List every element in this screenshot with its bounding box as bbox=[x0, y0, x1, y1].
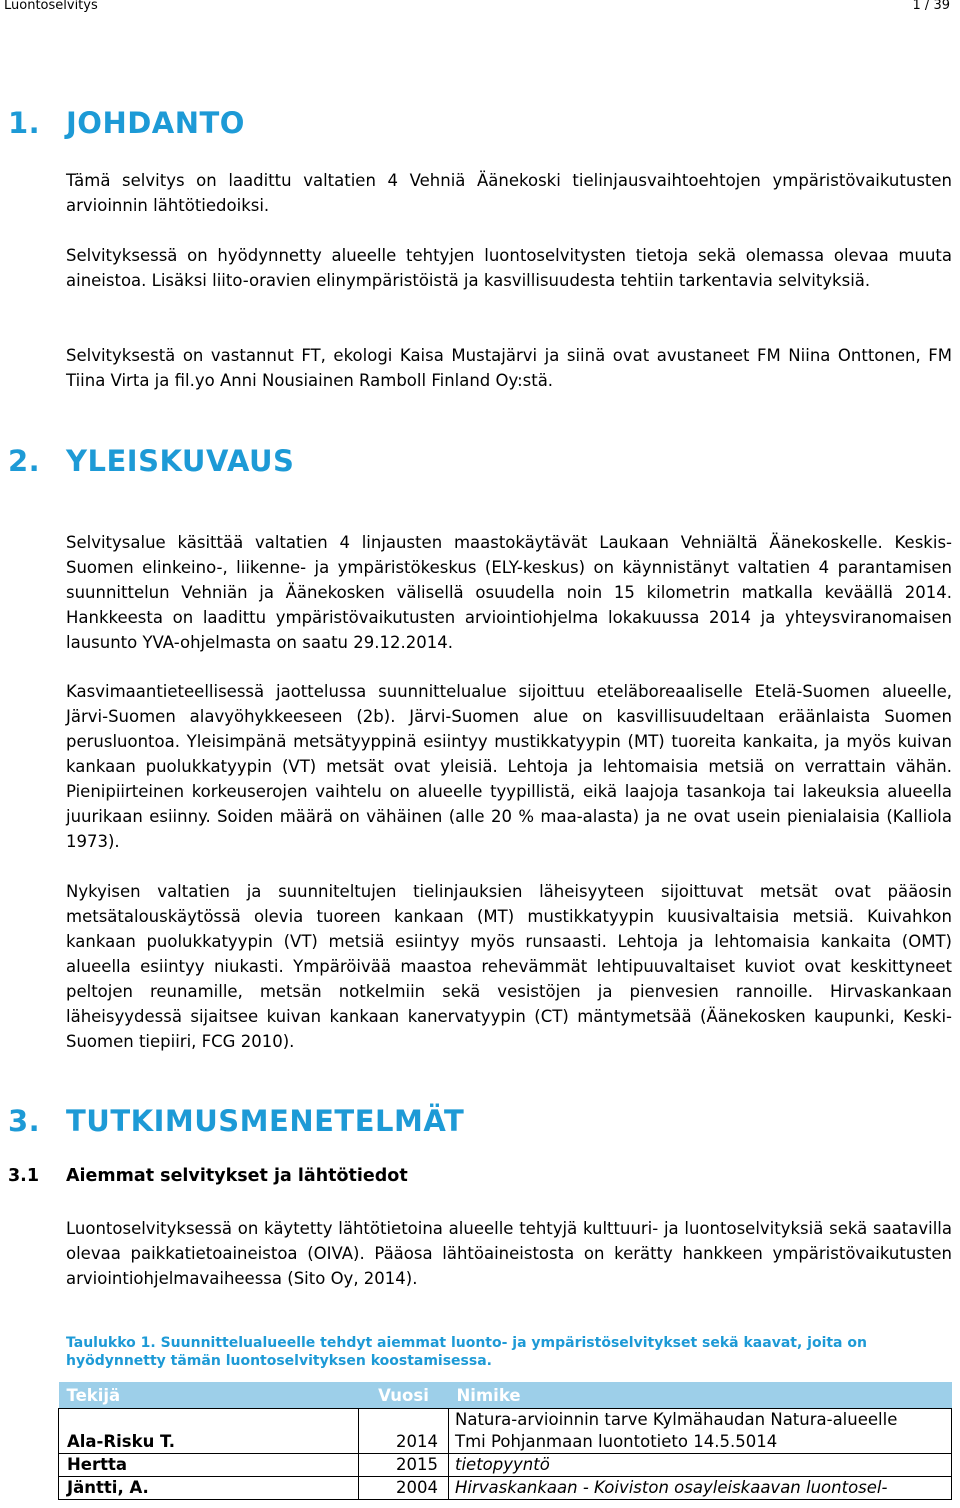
cell-year: 2004 bbox=[359, 1477, 449, 1500]
section-heading-1 bbox=[8, 106, 245, 140]
paragraph: Selvityksessä on hyödynnetty alueelle tehtyjen luontoselvitysten tietoja sekä olemassa olevaa muuta aineistoa. Lisäksi liito-oravien elinympäristöistä ja kasvillisuudesta tehtiin tarkentavia selvityksiä. bbox=[66, 246, 952, 290]
cell-author: Jäntti, A. bbox=[59, 1477, 359, 1500]
paragraph: Selvitysalue käsittää valtatien 4 linjausten maastokäytävät Laukaan Vehniältä Äänekoskelle. Keskis-Suomen elinkeino-, liikenne- ja ympäristökeskus (ELY-keskus) on käynnistänyt valtatien 4 parantamisen suunnittelun Vehniän ja Äänekosken välisellä osuudella noin 15 kilometrin matkalla keväällä 2014. Hankkeesta on laadittu ympäristövaikutusten arviointiohjelma lokakuussa 2014 ja yhteysviranomaisen lausunto YVA-ohjelmasta on saatu 29.12.2014. bbox=[66, 533, 952, 652]
section-heading-3 bbox=[8, 1104, 464, 1138]
page-number: 1 / 39 bbox=[912, 0, 950, 13]
section-number: 3. bbox=[8, 1104, 41, 1138]
cell-title: Hirvaskankaan - Koiviston osayleiskaavan luontosel- bbox=[449, 1477, 952, 1500]
paragraph: Selvityksestä on vastannut FT, ekologi Kaisa Mustajärvi ja siinä ovat avustaneet FM Niina Onttonen, FM Tiina Virta ja fil.yo Anni Nousiainen Ramboll Finland Oy:stä. bbox=[66, 346, 952, 390]
cell-year: 2014 bbox=[359, 1409, 449, 1454]
subsection-heading bbox=[8, 1166, 408, 1186]
table-row bbox=[59, 1477, 952, 1500]
subsection-title: Aiemmat selvitykset ja lähtötiedot bbox=[66, 1166, 408, 1186]
cell-title: tietopyyntö bbox=[449, 1454, 952, 1477]
column-header-year: Vuosi bbox=[359, 1382, 449, 1409]
cell-author: Ala-Risku T. bbox=[59, 1409, 359, 1454]
running-header-title: Luontoselvitys bbox=[4, 0, 98, 13]
paragraph: Kasvimaantieteellisessä jaottelussa suunnittelualue sijoittuu eteläboreaaliselle Etelä-Suomen alueelle, Järvi-Suomen alavyöhykkeeseen (2b). Järvi-Suomen alue on kasvillisuudeltaan eräänlaista Suomen perusluontoa. Yleisimpänä metsätyyppinä esiintyy mustikkatyypin (MT) tuoreita kankaita, ja myös kuivan kankaan puolukkatyypin (VT) metsät ovat yleisiä. Lehtoja ja lehtomaisia metsiä on verrattain vähän. Pienipiirteinen korkeuserojen vaihtelu on alueelle tyypillistä, eikä laajoja tasankoja tai lakeuksia alueella juurikaan esiinny. Soiden määrä on vähäinen (alle 20 % maa-alasta) ja ne ovat usein pienialaisia (Kalliola 1973). bbox=[66, 682, 952, 851]
section-number: 1. bbox=[8, 106, 41, 140]
column-header-title: Nimike bbox=[449, 1382, 952, 1409]
table-row bbox=[59, 1454, 952, 1477]
subsection-number: 3.1 bbox=[8, 1166, 40, 1186]
column-header-author: Tekijä bbox=[59, 1382, 359, 1409]
table-caption: Taulukko 1. Suunnittelualueelle tehdyt aiemmat luonto- ja ympäristöselvitykset sekä kaavat, joita on hyödynnetty tämän luontoselvityksen koostamisessa. bbox=[66, 1335, 867, 1369]
section-heading-2 bbox=[8, 444, 294, 478]
paragraph: Nykyisen valtatien ja suunniteltujen tielinjauksien läheisyyteen sijoittuvat metsät ovat pääosin metsätalouskäytössä olevia tuoreen kankaan (MT) mustikkatyypin kuusivaltaisia metsiä. Kuivahkon kankaan puolukkatyypin (VT) metsiä esiintyy myös runsaasti. Lehtoja ja lehtomaisia kankaita (OMT) alueella esiintyy niukasti. Ympäröivää maastoa rehevämmät lehtipuuvaltaiset kuviot ovat keskittyneet peltojen reunamille, metsän notkelmiin sekä vesistöjen ja pienvesien rannoille. Hirvaskankaan läheisyydessä sijaitsee kuivan kankaan kanervatyypin (CT) mäntymetsää (Äänekosken kaupunki, Keski-Suomen tiepiiri, FCG 2010). bbox=[66, 882, 952, 1051]
table-row bbox=[59, 1409, 952, 1454]
cell-title-line: Natura-arvioinnin tarve Kylmähaudan Natura-alueelle bbox=[455, 1410, 898, 1429]
cell-author: Hertta bbox=[59, 1454, 359, 1477]
paragraph: Luontoselvityksessä on käytetty lähtötietoina alueelle tehtyjä kulttuuri- ja luontoselvityksiä sekä saatavilla olevaa paikkatietoaineistoa (OIVA). Pääosa lähtöaineistosta on kerätty hankkeen ympäristövaikutusten arviointiohjelmavaiheessa (Sito Oy, 2014). bbox=[66, 1219, 952, 1288]
section-title: YLEISKUVAUS bbox=[66, 444, 295, 478]
cell-title bbox=[449, 1409, 952, 1454]
cell-title-line: Tmi Pohjanmaan luontotieto 14.5.5014 bbox=[455, 1432, 778, 1451]
section-number: 2. bbox=[8, 444, 41, 478]
section-title: JOHDANTO bbox=[66, 106, 245, 140]
cell-year: 2015 bbox=[359, 1454, 449, 1477]
paragraph: Tämä selvitys on laadittu valtatien 4 Vehniä Äänekoski tielinjausvaihtoehtojen ympäristövaikutusten arvioinnin lähtötiedoiksi. bbox=[66, 171, 952, 215]
studies-table bbox=[58, 1382, 952, 1500]
table-header-row bbox=[59, 1382, 952, 1409]
section-title: TUTKIMUSMENETELMÄT bbox=[66, 1104, 465, 1138]
